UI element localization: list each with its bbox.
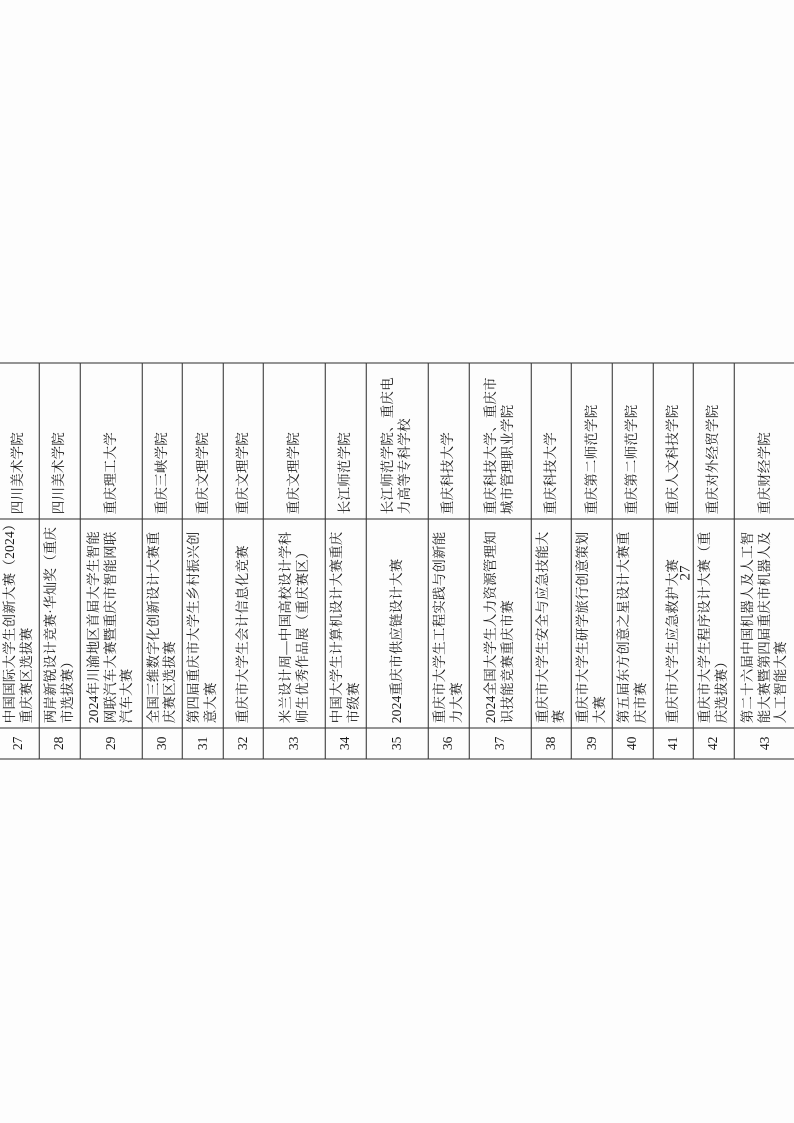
row-competition-name: 第二十六届中国机器人及人工智能大赛暨第四届重庆市机器人及人工智能大赛: [734, 519, 794, 728]
table-row: [0, 363, 39, 759]
row-competition-name: 第四届重庆市大学生乡村振兴创意大赛: [183, 519, 224, 728]
row-host-unit: 重庆人文科技学院: [653, 363, 693, 519]
table-row: [531, 363, 572, 759]
row-competition-name: 两岸新锐设计竞赛·华灿奖（重庆市选拔赛）: [39, 519, 80, 728]
row-host-unit: 重庆科技大学、重庆市城市管理职业学院: [469, 363, 531, 519]
row-index: 40: [612, 728, 653, 759]
row-host-unit: 重庆文理学院: [263, 363, 325, 519]
row-competition-name: 中国国际大学生创新大赛（2024）重庆赛区选拔赛: [0, 519, 39, 728]
table-row: [183, 363, 224, 759]
table-row: [80, 363, 142, 759]
page-number: 27: [677, 565, 694, 581]
row-index: 28: [39, 728, 80, 759]
row-index: 37: [469, 728, 531, 759]
row-host-unit: 重庆第二师范学院: [572, 363, 613, 519]
row-host-unit: 重庆文理学院: [183, 363, 224, 519]
table-row: [366, 363, 428, 759]
table-row: [469, 363, 531, 759]
row-competition-name: 2024重庆市供应链设计大赛: [366, 519, 428, 728]
row-index: 42: [693, 728, 734, 759]
table-row: [263, 363, 325, 759]
row-competition-name: 重庆市大学生工程实践与创新能力大赛: [428, 519, 469, 728]
row-index: 38: [531, 728, 572, 759]
row-host-unit: 重庆文理学院: [223, 363, 263, 519]
row-index: 35: [366, 728, 428, 759]
row-competition-name: 重庆市大学生程序设计大赛（重庆选拔赛）: [693, 519, 734, 728]
row-competition-name: 重庆市大学生应急救护大赛: [653, 519, 693, 728]
table-row: [572, 363, 613, 759]
row-host-unit: 长江师范学院、重庆电力高等专科学校: [366, 363, 428, 519]
row-index: 27: [0, 728, 39, 759]
row-index: 33: [263, 728, 325, 759]
row-index: 31: [183, 728, 224, 759]
row-host-unit: 重庆财经学院: [734, 363, 794, 519]
row-competition-name: 全国三维数字化创新设计大赛重庆赛区选拔赛: [142, 519, 183, 728]
row-index: 32: [223, 728, 263, 759]
table-row: [142, 363, 183, 759]
row-competition-name: 重庆市大学生会计信息化竞赛: [223, 519, 263, 728]
row-competition-name: 中国大学生计算机设计大赛重庆市级赛: [325, 519, 366, 728]
row-host-unit: 四川美术学院: [0, 363, 39, 519]
row-competition-name: 重庆市大学生研学旅行创意策划大赛: [572, 519, 613, 728]
row-competition-name: 2024年川渝地区首届大学生智能网联汽车大赛暨重庆市智能网联汽车大赛: [80, 519, 142, 728]
table-row: [39, 363, 80, 759]
row-host-unit: 长江师范学院: [325, 363, 366, 519]
row-index: 39: [572, 728, 613, 759]
table-row: [653, 363, 693, 759]
rotated-table-container: [0, 363, 794, 760]
table-row: [325, 363, 366, 759]
table-row: [428, 363, 469, 759]
row-index: 34: [325, 728, 366, 759]
table-row: [693, 363, 734, 759]
row-index: 41: [653, 728, 693, 759]
table-row: [734, 363, 794, 759]
table-row: [223, 363, 263, 759]
row-competition-name: 2024全国大学生人力资源管理知识技能竞赛重庆市赛: [469, 519, 531, 728]
row-host-unit: 重庆第二师范学院: [612, 363, 653, 519]
row-index: 43: [734, 728, 794, 759]
row-competition-name: 米兰设计周—中国高校设计学科师生优秀作品展（重庆赛区）: [263, 519, 325, 728]
row-host-unit: 重庆对外经贸学院: [693, 363, 734, 519]
row-index: 30: [142, 728, 183, 759]
row-index: 36: [428, 728, 469, 759]
row-host-unit: 重庆科技大学: [531, 363, 572, 519]
row-competition-name: 第五届东方创意之星设计大赛重庆市赛: [612, 519, 653, 728]
row-host-unit: 四川美术学院: [39, 363, 80, 519]
table-row: [612, 363, 653, 759]
row-competition-name: 重庆市大学生安全与应急技能大赛: [531, 519, 572, 728]
competition-table: [0, 363, 794, 760]
row-index: 29: [80, 728, 142, 759]
row-host-unit: 重庆科技大学: [428, 363, 469, 519]
row-host-unit: 重庆理工大学: [80, 363, 142, 519]
row-host-unit: 重庆三峡学院: [142, 363, 183, 519]
table-body: [0, 363, 794, 759]
